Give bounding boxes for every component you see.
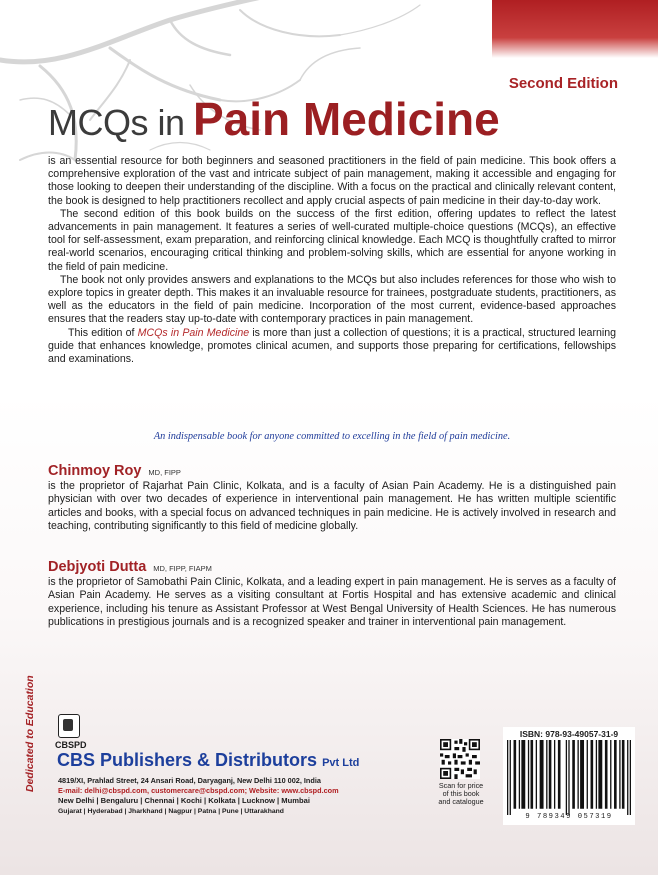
p4-pre: This edition of — [68, 326, 138, 339]
author-1-heading — [48, 465, 616, 479]
edition-label: Second Edition — [508, 75, 618, 92]
author-2-credentials: MD, FIPP, FIAPM — [153, 564, 212, 573]
logo-text: CBSPD — [55, 740, 87, 750]
description-paragraph-1: is an essential resource for both beginners and seasoned practitioners in the field of pain medicine. This book offers a comprehensive exploration of the vast and intricate subject of pain management, making it accessible and engaging for those looking to deepen their understanding of the discipline. With a focus on the practical and clinically relevant content, the book is designed to help practitioners recollect and apply crucial aspects of pain medicine in their day-to-day work. — [48, 155, 616, 207]
description-paragraph-3: The book not only provides answers and explanations to the MCQs but also includes references for those who wish to explore topics in greater depth. This makes it an invaluable resource for trainees, postgraduate students, practitioners, as well as the educators in the field of pain medicine. Incorporation of the most current, evidence-based approaches ensures that the readers stay up-to-date with contemporary practices in pain management. — [48, 273, 616, 326]
tagline: An indispensable book for anyone committed to excelling in the field of pain medicine. — [153, 431, 511, 442]
author-2-heading — [48, 561, 616, 575]
barcode-digits: 9 789349 057319 — [525, 813, 613, 821]
book-description — [48, 155, 616, 366]
publisher-cities-1: New Delhi | Bengaluru | Chennai | Kochi | Kolkata | Lucknow | Mumbai — [58, 796, 310, 806]
cbspd-logo-icon — [58, 714, 80, 738]
isbn-label: ISBN: 978-93-49057-31-9 — [519, 729, 619, 739]
author-1-name: Chinmoy Roy — [48, 463, 142, 479]
author-2-name: Debjyoti Dutta — [48, 559, 147, 575]
author-1 — [48, 465, 616, 533]
p4-post: is more than just a collection of questions; it is a practical, structured learning guide that enhances knowledge, promotes clinical acumen, and supports those preparing for certifications, fellowships and examinations. — [48, 326, 616, 366]
publisher-name — [57, 750, 359, 771]
publisher-contact — [58, 776, 339, 817]
dedicated-to-education: Dedicated to Education — [24, 675, 36, 792]
author-2 — [48, 561, 616, 629]
barcode-icon — [507, 740, 631, 815]
publisher-address: 4819/XI, Prahlad Street, 24 Ansari Road, Daryaganj, New Delhi 110 002, India — [58, 776, 321, 785]
qr-code-icon[interactable] — [440, 739, 480, 779]
title-part-1: MCQs in — [48, 102, 185, 143]
description-paragraph-4 — [48, 327, 616, 367]
description-paragraph-2: The second edition of this book builds on the success of the first edition, offering updates to reflect the latest advancements in pain management. It features a series of well-curated multiple-choice questions (MCQs), an effective tool for self-assessment, exam preparation, and reinforcing clinical knowledge. Each MCQ is thoughtfully crafted to mirror real-world scenarios, encouraging critical thinking and problem-solving skills, which are essential for anyone working in the field of pain medicine. — [48, 207, 616, 273]
p4-title: MCQs in Pain Medicine — [137, 326, 250, 339]
author-1-bio: is the proprietor of Rajarhat Pain Clinic, Kolkata, and is a faculty of Asian Pain Academy. He is a distinguished pain physician with over two decades of experience in interventional pain management. He has written multiple scientific articles and books, with a special focus on advanced techniques in pain medicine. He is actively involved in research and teaching, contributing significantly to this field of medicine globally. — [48, 480, 616, 532]
publisher-email: E-mail: delhi@cbspd.com, customercare@cbspd.com; Website: www.cbspd.com — [58, 786, 339, 796]
publisher-pvt: Pvt Ltd — [322, 757, 360, 769]
author-1-credentials: MD, FIPP — [148, 468, 181, 477]
author-2-bio: is the proprietor of Samobathi Pain Clinic, Kolkata, and a leading expert in pain management. He is serves as a faculty of Asian Pain Academy. He serves as a visiting consultant at Fortis Hospital and has extensive academic and clinical experience, including his tenure as Assistant Professor at West Bengal University of Health Sciences. He has numerous publications in prestigious journals and is a recognized speaker and trainer in interventional pain management. — [48, 576, 616, 628]
red-corner-block — [492, 0, 658, 58]
publisher-cities-2: Gujarat | Hyderabad | Jharkhand | Nagpur | Patna | Pune | Uttarakhand — [58, 807, 284, 815]
title-part-2: Pain Medicine — [192, 93, 500, 145]
publisher-name-main: CBS Publishers & Distributors — [57, 750, 318, 770]
qr-caption: Scan for price of this book and catalogue — [438, 781, 484, 806]
isbn-block — [503, 727, 635, 825]
book-title — [48, 92, 500, 146]
